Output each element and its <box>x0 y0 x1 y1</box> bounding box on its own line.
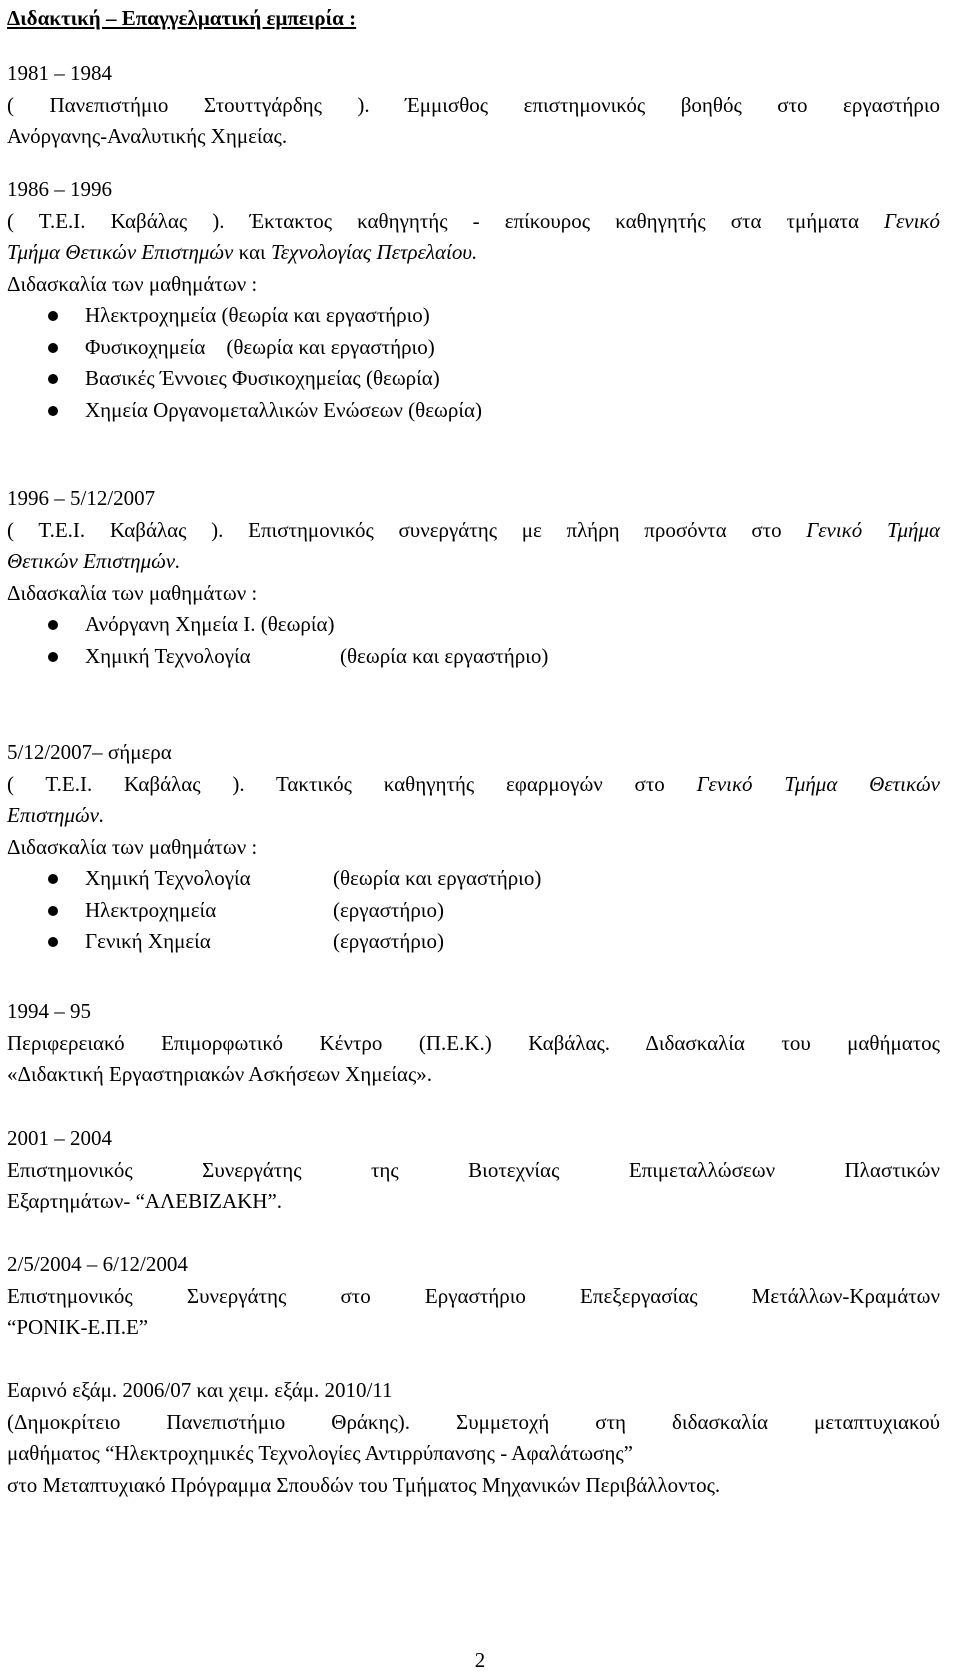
entry-text: και <box>238 240 266 264</box>
entry-text-line <box>7 769 940 801</box>
entry-text: ( Τ.Ε.Ι. Καβάλας ). Έκτακτος καθηγητής - επίκουρος καθηγητής στα τμήματα <box>7 208 859 233</box>
course-type: (εργαστήριο) <box>333 929 444 953</box>
list-item <box>7 395 940 427</box>
entry-period: 2/5/2004 – 6/12/2004 <box>7 1252 188 1276</box>
list-item <box>7 300 940 332</box>
page-number: 2 <box>474 1648 486 1672</box>
entry-2001-2004 <box>7 1123 940 1218</box>
department-name: Γενικό Τμήμα Θετικών <box>696 771 940 796</box>
entry-2004 <box>7 1249 940 1344</box>
entry-1981-1984 <box>7 58 940 153</box>
bullet-icon <box>48 311 58 321</box>
course-type: (θεωρία και εργαστήριο) <box>226 334 435 359</box>
entry-text-line <box>7 800 940 832</box>
teaching-label: Διδασκαλία των μαθημάτων : <box>7 834 258 859</box>
course-name: Γενική Χημεία <box>85 929 211 953</box>
department-name: Τμήμα Θετικών Επιστημών <box>7 240 234 264</box>
bullet-icon <box>48 406 58 416</box>
entry-period: 1994 – 95 <box>7 999 91 1023</box>
list-item <box>7 609 940 641</box>
entry-text-line <box>7 237 940 269</box>
entry-text-line: “ΡΟΝΙΚ-Ε.Π.Ε” <box>7 1315 149 1339</box>
entry-text-line: «Διδακτική Εργαστηριακών Ασκήσεων Χημείας». <box>7 1062 433 1086</box>
entry-period: 1986 – 1996 <box>7 177 112 201</box>
section-heading: Διδακτική – Επαγγελματική εμπειρία : <box>7 6 357 30</box>
bullet-icon <box>48 874 58 884</box>
bullet-icon <box>48 374 58 384</box>
entry-text-line <box>7 546 940 578</box>
list-item <box>7 863 940 895</box>
course-name: Βασικές Έννοιες Φυσικοχημείας <box>85 366 361 390</box>
list-item <box>7 895 940 927</box>
course-name: Χημεία Οργανομεταλλικών Ενώσεων <box>85 397 403 422</box>
department-name: Θετικών Επιστημών. <box>7 549 181 573</box>
course-name: Χημική Τεχνολογία <box>85 866 251 890</box>
department-name: Γενικό Τμήμα <box>806 517 941 542</box>
entry-text-line: Περιφερειακό Επιμορφωτικό Κέντρο (Π.Ε.Κ.) Καβάλας. Διδασκαλία του μαθήματος <box>7 1030 940 1055</box>
entry-period: 1981 – 1984 <box>7 61 112 85</box>
course-name: Φυσικοχημεία <box>85 334 206 359</box>
course-type: (θεωρία) <box>260 612 335 636</box>
course-name: Ηλεκτροχημεία <box>85 303 217 327</box>
entry-text-line: Επιστημονικός Συνεργάτης της Βιοτεχνίας Επιμεταλλώσεων Πλαστικών <box>7 1157 940 1182</box>
entry-text: ( Τ.Ε.Ι. Καβάλας ). Επιστημονικός συνεργάτης με πλήρη προσόντα στο <box>7 517 782 542</box>
entry-1996-2007 <box>7 483 940 672</box>
course-list <box>7 300 940 426</box>
list-item <box>7 641 940 673</box>
entry-text-line: Εξαρτημάτων- “ΑΛΕΒΙΖΑΚΗ”. <box>7 1189 283 1213</box>
department-name: Τεχνολογίας Πετρελαίου. <box>270 240 478 264</box>
entry-2007-present <box>7 737 940 958</box>
entry-text-line: Ανόργανης-Αναλυτικής Χημείας. <box>7 124 288 148</box>
entry-text-line: στο Μεταπτυχιακό Πρόγραμμα Σπουδών του Τμήματος Μηχανικών Περιβάλλοντος. <box>7 1472 721 1497</box>
bullet-icon <box>48 937 58 947</box>
course-type: (θεωρία και εργαστήριο) <box>333 866 542 890</box>
entry-1986-1996 <box>7 174 940 426</box>
list-item <box>7 926 940 958</box>
course-list <box>7 609 940 672</box>
course-name: Χημική Τεχνολογία <box>85 643 251 668</box>
course-type: (θεωρία) <box>365 366 440 390</box>
entry-text-line: μαθήματος “Ηλεκτροχημικές Τεχνολογίες Αντιρρύπανσης - Αφαλάτωσης” <box>7 1441 633 1465</box>
course-type: (θεωρία και εργαστήριο) <box>221 303 430 327</box>
entry-period: 2001 – 2004 <box>7 1126 112 1150</box>
entry-1994-95 <box>7 996 940 1091</box>
course-list <box>7 863 940 958</box>
department-name: Γενικό <box>884 208 941 233</box>
entry-text-line <box>7 515 940 547</box>
entry-text-line <box>7 206 940 238</box>
entry-text: ( Τ.Ε.Ι. Καβάλας ). Τακτικός καθηγητής εφαρμογών στο <box>7 771 665 796</box>
bullet-icon <box>48 906 58 916</box>
entry-2006-2011 <box>7 1375 940 1501</box>
course-name: Ηλεκτροχημεία <box>85 897 217 922</box>
entry-text-line: Επιστημονικός Συνεργάτης στο Εργαστήριο Επεξεργασίας Μετάλλων-Κραμάτων <box>7 1283 940 1308</box>
bullet-icon <box>48 620 58 630</box>
list-item <box>7 363 940 395</box>
entry-text-line: (Δημοκρίτειο Πανεπιστήμιο Θράκης). Συμμετοχή στη διδασκαλία μεταπτυχιακού <box>7 1409 940 1434</box>
course-type: (εργαστήριο) <box>333 897 444 922</box>
entry-period: 1996 – 5/12/2007 <box>7 486 156 510</box>
teaching-label: Διδασκαλία των μαθημάτων : <box>7 271 258 296</box>
list-item <box>7 332 940 364</box>
teaching-label: Διδασκαλία των μαθημάτων : <box>7 580 258 605</box>
course-type: (θεωρία) <box>408 397 482 422</box>
entry-period: Εαρινό εξάμ. 2006/07 και χειμ. εξάμ. 2010/11 <box>7 1378 393 1402</box>
entry-period: 5/12/2007– σήμερα <box>7 740 172 764</box>
department-name: Επιστημών. <box>7 803 105 827</box>
course-name: Ανόργανη Χημεία Ι. <box>85 612 256 636</box>
course-type: (θεωρία και εργαστήριο) <box>340 643 549 668</box>
bullet-icon <box>48 343 58 353</box>
bullet-icon <box>48 652 58 662</box>
entry-text-line: ( Πανεπιστήμιο Στουττγάρδης ). Έμμισθος επιστημονικός βοηθός στο εργαστήριο <box>7 92 940 117</box>
